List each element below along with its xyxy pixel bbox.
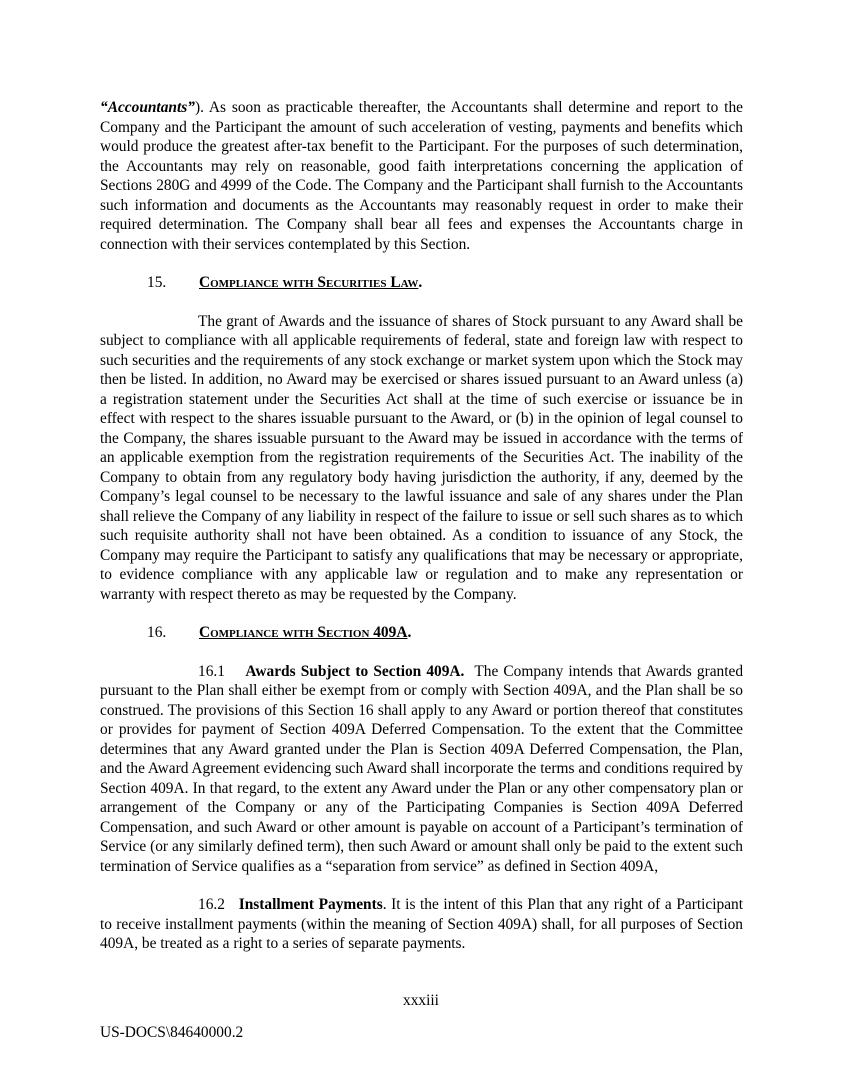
intro-paragraph — [100, 98, 743, 254]
section-15-title: Compliance with Securities Law — [199, 274, 419, 291]
section-16-1-title: Awards Subject to Section 409A. — [245, 662, 465, 680]
page-number: xxxiii — [403, 992, 439, 1009]
section-16-2-paragraph — [100, 895, 743, 954]
section-16-2-title: Installment Payments — [238, 896, 383, 913]
section-16-1-number: 16.1 — [198, 662, 225, 680]
document-page — [100, 98, 743, 954]
section-16-2-number: 16.2 — [198, 896, 225, 913]
section-16-2-body: . It is the intent of this Plan that any right of a Participant to receive installment payments (within the meaning of Section 409A) shall, for all purposes of Section 409A, be treated as a right to a series of separate payments. — [100, 896, 744, 952]
section-15-body: The grant of Awards and the issuance of shares of Stock pursuant to any Award shall be subject to compliance with all applicable requirements of federal, state and foreign law with respect to such securities and the requirements of any stock exchange or market system upon which the Stock may then be listed. In addition, no Award may be exercised or shares issued pursuant to an Award unless (a) a registration statement under the Securities Act shall at the time of such exercise or issuance be in effect with respect to the shares issuable pursuant to the Award, or (b) in the opinion of legal counsel to the Company, the shares issuable pursuant to the Award may be issued in accordance with the terms of an applicable exemption from the registration requirements of the Securities Act. The inability of the Company to obtain from any regulatory body having jurisdiction the authority, if any, deemed by the Company’s legal counsel to be necessary to the lawful issuance and sale of any shares under the Plan shall relieve the Company of any liability in respect of the failure to issue or sell such shares as to which such requisite authority shall not have been obtained. As a condition to issuance of any Stock, the Company may require the Participant to satisfy any qualifications that may be necessary or appropriate, to evidence compliance with any applicable law or regulation and to make any representation or warranty with respect thereto as may be requested by the Company. — [100, 312, 743, 603]
section-16-1-body: The Company intends that Awards granted pursuant to the Plan shall either be exempt from or comply with Section 409A, and the Plan shall be so construed. The provisions of this Section 16 shall apply to any Award or portion thereof that constitutes or provides for payment of Section 409A Deferred Compensation. To the extent that the Committee determines that any Award granted under the Plan is Section 409A Deferred Compensation, the Plan, and the Award Agreement evidencing such Award shall incorporate the terms and conditions required by Section 409A. In that regard, to the extent any Award under the Plan or any other compensatory plan or arrangement of the Company or any of the Participating Companies is Section 409A Deferred Compensation, and such Award or other amount is payable on account of a Participant’s termination of Service (or any similarly defined term), then such Award or amount shall only be paid to the extent such termination of Service qualifies as a “separation from service” as defined in Section 409A, — [100, 662, 744, 875]
section-16-1-paragraph — [100, 662, 743, 877]
section-16-title: Compliance with Section 409A — [199, 624, 408, 641]
accountants-term: “Accountants” — [100, 99, 195, 116]
document-id: US-DOCS\84640000.2 — [100, 1024, 244, 1041]
section-15-number: 15. — [147, 274, 167, 291]
section-15-heading: 15. Compliance with Securities Law. — [147, 274, 423, 291]
section-16-number: 16. — [147, 624, 167, 641]
section-16-heading: 16. Compliance with Section 409A. — [147, 624, 412, 641]
intro-text: ). As soon as practicable thereafter, the Accountants shall determine and report to the Company and the Participant the amount of such acceleration of vesting, payments and benefits which would produce the greatest after-tax benefit to the Participant. For the purposes of such determination, the Accountants may rely on reasonable, good faith interpretations concerning the application of Sections 280G and 4999 of the Code. The Company and the Participant shall furnish to the Accountants such information and documents as the Accountants may reasonably request in order to make their required determination. The Company shall bear all fees and expenses the Accountants charge in connection with their services contemplated by this Section. — [100, 99, 743, 253]
